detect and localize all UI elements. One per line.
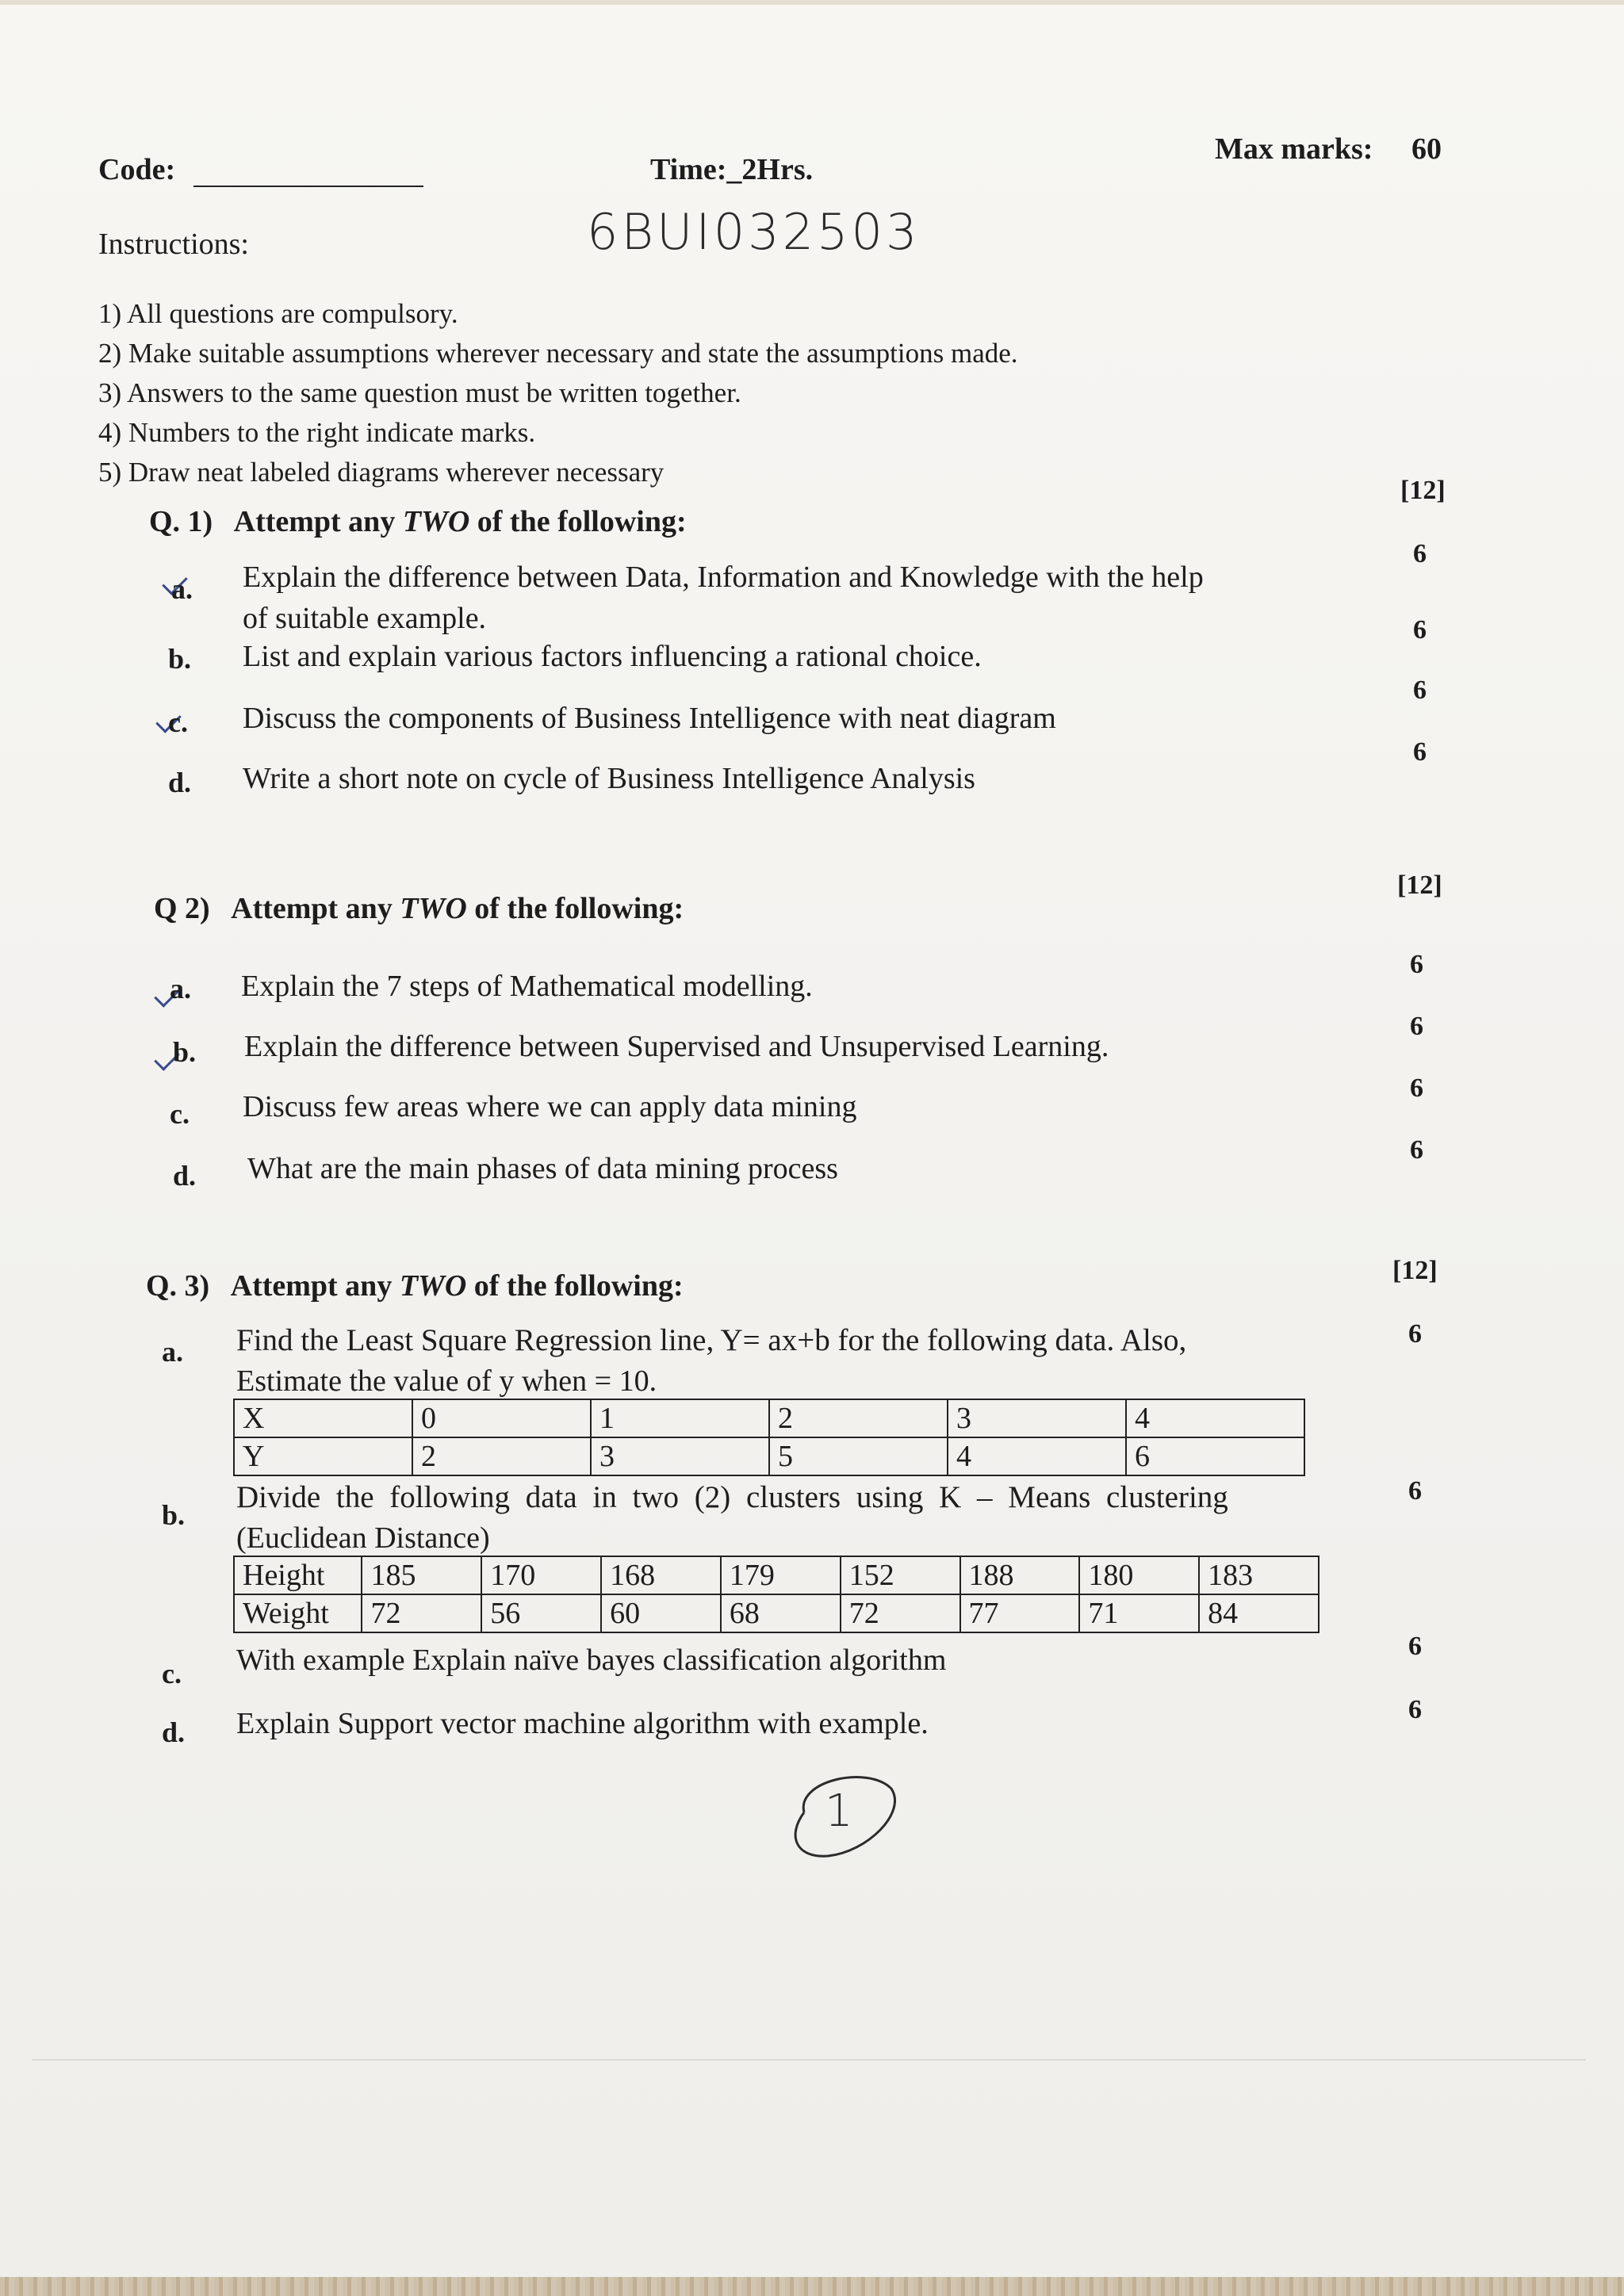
code-blank-line xyxy=(193,186,423,187)
instruction-1: 1) All questions are compulsory. xyxy=(98,298,458,329)
q1-a-text-line1: Explain the difference between Data, Information and Knowledge with the help xyxy=(243,561,1204,594)
table-cell: 84 xyxy=(1199,1594,1319,1632)
q1-c-text: Discuss the components of Business Intelligence with neat diagram xyxy=(243,702,1056,735)
paper-top-edge xyxy=(0,0,1624,5)
q1-b-text: List and explain various factors influencing a rational choice. xyxy=(243,640,982,673)
instruction-5: 5) Draw neat labeled diagrams wherever necessary xyxy=(98,457,665,488)
q2-b-text: Explain the difference between Supervised and Unsupervised Learning. xyxy=(244,1030,1109,1063)
q2-number: Q 2) xyxy=(154,892,210,925)
q3-b-marks: 6 xyxy=(1408,1476,1422,1506)
handwritten-code: 6BUI032503 xyxy=(587,203,921,261)
q2-two: TWO xyxy=(400,892,467,925)
q2-heading xyxy=(154,891,684,926)
table-cell: 183 xyxy=(1199,1556,1319,1594)
page-number: 1 xyxy=(825,1785,856,1837)
table-cell: 185 xyxy=(362,1556,481,1594)
table-cell: 188 xyxy=(960,1556,1080,1594)
table-row xyxy=(234,1437,1304,1475)
q3-c-label: c. xyxy=(162,1658,182,1689)
table-cell: 60 xyxy=(601,1594,721,1632)
q2-b-marks: 6 xyxy=(1410,1012,1423,1041)
q1-d-marks: 6 xyxy=(1413,737,1427,767)
q2-attempt: Attempt any xyxy=(231,892,400,925)
table-cell: 72 xyxy=(841,1594,960,1632)
q1-a-marks: 6 xyxy=(1413,539,1427,568)
table-cell: 170 xyxy=(481,1556,601,1594)
q1-rest: of the following: xyxy=(469,505,687,538)
q3-b-label: b. xyxy=(162,1499,186,1531)
table-cell: 5 xyxy=(769,1437,948,1475)
q3-d-text: Explain Support vector machine algorithm with example. xyxy=(236,1707,929,1740)
table-row xyxy=(234,1399,1304,1437)
q2-a-text: Explain the 7 steps of Mathematical modelling. xyxy=(241,970,813,1003)
table-cell: 152 xyxy=(841,1556,960,1594)
q2-c-label: c. xyxy=(170,1098,190,1130)
table-cell: Height xyxy=(234,1556,362,1594)
q2-d-text: What are the main phases of data mining process xyxy=(247,1152,838,1185)
max-marks-value: 60 xyxy=(1411,132,1442,166)
regression-table xyxy=(233,1399,1305,1476)
q3-two: TWO xyxy=(399,1269,467,1303)
q2-d-marks: 6 xyxy=(1410,1135,1423,1165)
paper-bottom-edge xyxy=(0,2277,1624,2296)
table-cell: Y xyxy=(234,1437,412,1475)
q1-b-marks: 6 xyxy=(1413,615,1427,645)
table-cell: 72 xyxy=(362,1594,481,1632)
q1-a-text-line2: of suitable example. xyxy=(243,602,487,635)
q1-attempt: Attempt any xyxy=(233,505,403,538)
q3-d-marks: 6 xyxy=(1408,1695,1422,1724)
q2-a-marks: 6 xyxy=(1410,950,1423,979)
q1-c-label: c. xyxy=(168,706,188,738)
q2-rest: of the following: xyxy=(466,892,684,925)
q1-a-label: a. xyxy=(171,573,193,605)
table-cell: 3 xyxy=(948,1399,1126,1437)
q3-c-text: With example Explain naïve bayes classification algorithm xyxy=(236,1644,947,1677)
q3-a-text-line1: Find the Least Square Regression line, Y= ax+b for the following data. Also, xyxy=(236,1323,1187,1357)
table-cell: 168 xyxy=(601,1556,721,1594)
q3-number: Q. 3) xyxy=(146,1269,210,1303)
q3-a-marks: 6 xyxy=(1408,1319,1422,1349)
instructions-label: Instructions: xyxy=(98,228,249,261)
q3-heading xyxy=(146,1269,684,1303)
q1-c-marks: 6 xyxy=(1413,675,1427,705)
q2-c-text: Discuss few areas where we can apply data mining xyxy=(243,1090,857,1123)
table-cell: Weight xyxy=(234,1594,362,1632)
instruction-3: 3) Answers to the same question must be written together. xyxy=(98,377,741,408)
table-row xyxy=(234,1556,1319,1594)
table-cell: 0 xyxy=(412,1399,591,1437)
table-cell: 1 xyxy=(591,1399,769,1437)
max-marks-label: Max marks: xyxy=(1215,132,1373,166)
q2-d-label: d. xyxy=(173,1160,197,1192)
q1-total-marks: [12] xyxy=(1400,476,1446,505)
table-cell: 179 xyxy=(721,1556,841,1594)
table-cell: 56 xyxy=(481,1594,601,1632)
q3-rest: of the following: xyxy=(466,1269,684,1303)
instruction-2: 2) Make suitable assumptions wherever necessary and state the assumptions made. xyxy=(98,338,1018,369)
q1-two: TWO xyxy=(402,505,470,538)
table-cell: 71 xyxy=(1079,1594,1199,1632)
q2-b-label: b. xyxy=(173,1036,197,1068)
instruction-4: 4) Numbers to the right indicate marks. xyxy=(98,417,536,448)
q1-heading xyxy=(149,504,687,539)
table-cell: 2 xyxy=(769,1399,948,1437)
q2-total-marks: [12] xyxy=(1397,871,1442,900)
q2-c-marks: 6 xyxy=(1410,1073,1423,1103)
table-cell: 180 xyxy=(1079,1556,1199,1594)
table-row xyxy=(234,1594,1319,1632)
time-label: Time:_2Hrs. xyxy=(650,153,814,186)
table-cell: 4 xyxy=(948,1437,1126,1475)
q2-a-label: a. xyxy=(170,973,191,1004)
q1-number: Q. 1) xyxy=(149,505,213,538)
table-cell: 6 xyxy=(1126,1437,1304,1475)
q3-attempt: Attempt any xyxy=(230,1269,400,1303)
q1-d-text: Write a short note on cycle of Business Intelligence Analysis xyxy=(243,762,975,795)
table-cell: 4 xyxy=(1126,1399,1304,1437)
table-cell: X xyxy=(234,1399,412,1437)
q3-c-marks: 6 xyxy=(1408,1632,1422,1661)
paper-fold-line xyxy=(32,2059,1586,2061)
cluster-table xyxy=(233,1556,1320,1633)
q1-b-label: b. xyxy=(168,643,192,675)
q3-a-text-line2: Estimate the value of y when = 10. xyxy=(236,1364,657,1398)
code-label: Code: xyxy=(98,153,176,186)
table-cell: 2 xyxy=(412,1437,591,1475)
q1-d-label: d. xyxy=(168,767,192,798)
table-cell: 68 xyxy=(721,1594,841,1632)
table-cell: 3 xyxy=(591,1437,769,1475)
q3-d-label: d. xyxy=(162,1716,186,1748)
q3-total-marks: [12] xyxy=(1392,1256,1438,1285)
q3-b-text-line2: (Euclidean Distance) xyxy=(236,1521,490,1555)
q3-b-text-line1: Divide the following data in two (2) clusters using K – Means clustering xyxy=(236,1480,1228,1514)
q3-a-label: a. xyxy=(162,1336,183,1368)
table-cell: 77 xyxy=(960,1594,1080,1632)
